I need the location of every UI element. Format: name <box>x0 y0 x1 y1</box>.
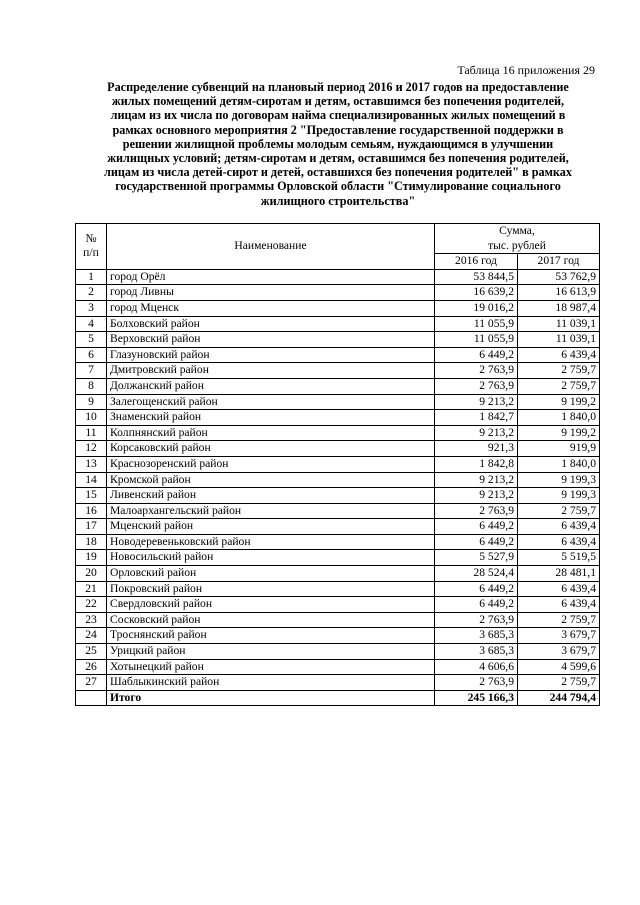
table-row <box>76 347 600 363</box>
row-number-cell: 15 <box>76 488 107 504</box>
row-name-cell: Троснянский район <box>107 628 435 644</box>
table-row <box>76 534 600 550</box>
row-2016-value-cell: 3 685,3 <box>435 628 518 644</box>
document-title <box>78 80 598 208</box>
row-2017-value-cell: 16 613,9 <box>518 285 600 301</box>
table-row <box>76 612 600 628</box>
table-body <box>76 269 600 706</box>
row-number-cell: 14 <box>76 472 107 488</box>
row-2017-value-cell: 28 481,1 <box>518 566 600 582</box>
row-number-cell: 25 <box>76 644 107 660</box>
row-2016-value-cell: 11 055,9 <box>435 332 518 348</box>
row-name-cell: Краснозоренский район <box>107 456 435 472</box>
table-row <box>76 659 600 675</box>
row-2017-value-cell: 1 840,0 <box>518 410 600 426</box>
row-number-cell: 6 <box>76 347 107 363</box>
table-row <box>76 597 600 613</box>
row-number-cell: 4 <box>76 316 107 332</box>
row-2016-value-cell: 2 763,9 <box>435 612 518 628</box>
table-row <box>76 269 600 285</box>
row-number-cell: 16 <box>76 503 107 519</box>
table-row <box>76 488 600 504</box>
row-2016-value-cell: 9 213,2 <box>435 394 518 410</box>
table-row <box>76 378 600 394</box>
row-2017-value-cell: 9 199,2 <box>518 394 600 410</box>
table-row <box>76 628 600 644</box>
row-name-cell: Ливенский район <box>107 488 435 504</box>
row-2017-value-cell: 2 759,7 <box>518 503 600 519</box>
row-name-cell: Покровский район <box>107 581 435 597</box>
row-number-cell: 7 <box>76 363 107 379</box>
row-2017-value-cell: 1 840,0 <box>518 456 600 472</box>
row-name-cell: Новодеревеньковский район <box>107 534 435 550</box>
column-header-number-line2: п/п <box>83 246 99 260</box>
row-2017-value-cell: 2 759,7 <box>518 675 600 691</box>
row-2017-value-cell: 919,9 <box>518 441 600 457</box>
row-2016-value-cell: 16 639,2 <box>435 285 518 301</box>
row-name-cell: Шаблыкинский район <box>107 675 435 691</box>
title-line: рамках основного мероприятия 2 "Предоставление государственной поддержки в <box>112 122 564 137</box>
row-2016-value-cell: 2 763,9 <box>435 675 518 691</box>
row-number-cell: 12 <box>76 441 107 457</box>
row-name-cell: Болховский район <box>107 316 435 332</box>
total-number-cell <box>76 690 107 706</box>
row-2016-value-cell: 5 527,9 <box>435 550 518 566</box>
row-name-cell: Свердловский район <box>107 597 435 613</box>
row-2017-value-cell: 4 599,6 <box>518 659 600 675</box>
row-name-cell: Орловский район <box>107 566 435 582</box>
row-name-cell: Должанский район <box>107 378 435 394</box>
row-number-cell: 23 <box>76 612 107 628</box>
row-name-cell: Сосковский район <box>107 612 435 628</box>
title-line: лицам из их числа по договорам найма специализированных жилых помещений в <box>110 108 566 123</box>
table-row <box>76 519 600 535</box>
row-2016-value-cell: 6 449,2 <box>435 534 518 550</box>
row-2017-value-cell: 11 039,1 <box>518 316 600 332</box>
row-name-cell: Знаменский район <box>107 410 435 426</box>
row-number-cell: 11 <box>76 425 107 441</box>
table-row <box>76 285 600 301</box>
column-header-2017: 2017 год <box>518 254 600 270</box>
row-2017-value-cell: 2 759,7 <box>518 378 600 394</box>
row-2016-value-cell: 9 213,2 <box>435 425 518 441</box>
row-2017-value-cell: 2 759,7 <box>518 612 600 628</box>
total-2016-value-cell: 245 166,3 <box>435 690 518 706</box>
table-reference: Таблица 16 приложения 29 <box>457 63 595 77</box>
row-2017-value-cell: 18 987,4 <box>518 300 600 316</box>
row-2016-value-cell: 6 449,2 <box>435 519 518 535</box>
title-line: Распределение субвенций на плановый период 2016 и 2017 годов на предоставление <box>107 80 569 94</box>
column-header-sum-line2: тыс. рублей <box>488 238 546 252</box>
row-2016-value-cell: 2 763,9 <box>435 503 518 519</box>
subsidy-table <box>75 223 600 706</box>
row-number-cell: 10 <box>76 410 107 426</box>
title-line: жилищного строительства" <box>260 193 416 208</box>
row-2017-value-cell: 5 519,5 <box>518 550 600 566</box>
row-name-cell: Урицкий район <box>107 644 435 660</box>
total-2017-value-cell: 244 794,4 <box>518 690 600 706</box>
row-2016-value-cell: 19 016,2 <box>435 300 518 316</box>
row-name-cell: город Ливны <box>107 285 435 301</box>
table-row <box>76 456 600 472</box>
row-2017-value-cell: 9 199,3 <box>518 488 600 504</box>
row-2017-value-cell: 3 679,7 <box>518 644 600 660</box>
title-line: государственной программы Орловской области "Стимулирование социального <box>115 179 561 194</box>
table-row <box>76 316 600 332</box>
table-row <box>76 394 600 410</box>
row-name-cell: город Мценск <box>107 300 435 316</box>
table-row <box>76 675 600 691</box>
row-2016-value-cell: 9 213,2 <box>435 472 518 488</box>
row-name-cell: Глазуновский район <box>107 347 435 363</box>
total-row <box>76 690 600 706</box>
row-name-cell: Малоархангельский район <box>107 503 435 519</box>
row-name-cell: Залегощенский район <box>107 394 435 410</box>
row-number-cell: 24 <box>76 628 107 644</box>
row-name-cell: Хотынецкий район <box>107 659 435 675</box>
row-number-cell: 21 <box>76 581 107 597</box>
table-row <box>76 550 600 566</box>
column-header-sum-line1: Сумма, <box>499 224 535 237</box>
column-header-number-line1: № <box>85 231 97 245</box>
row-2016-value-cell: 11 055,9 <box>435 316 518 332</box>
row-2017-value-cell: 3 679,7 <box>518 628 600 644</box>
row-number-cell: 1 <box>76 269 107 285</box>
row-2016-value-cell: 9 213,2 <box>435 488 518 504</box>
row-number-cell: 22 <box>76 597 107 613</box>
row-name-cell: Новосильский район <box>107 550 435 566</box>
table-row <box>76 300 600 316</box>
row-number-cell: 20 <box>76 566 107 582</box>
row-2017-value-cell: 9 199,2 <box>518 425 600 441</box>
table-row <box>76 472 600 488</box>
row-name-cell: Корсаковский район <box>107 441 435 457</box>
row-2016-value-cell: 921,3 <box>435 441 518 457</box>
row-2016-value-cell: 4 606,6 <box>435 659 518 675</box>
row-2017-value-cell: 6 439,4 <box>518 347 600 363</box>
table-row <box>76 332 600 348</box>
row-number-cell: 5 <box>76 332 107 348</box>
row-number-cell: 3 <box>76 300 107 316</box>
row-2016-value-cell: 1 842,7 <box>435 410 518 426</box>
row-2016-value-cell: 6 449,2 <box>435 347 518 363</box>
row-2016-value-cell: 6 449,2 <box>435 581 518 597</box>
table-row <box>76 644 600 660</box>
table-row <box>76 581 600 597</box>
row-number-cell: 9 <box>76 394 107 410</box>
column-header-2016: 2016 год <box>435 254 518 270</box>
title-line: жилых помещений детям-сиротам и детям, оставшимся без попечения родителей, <box>111 94 565 109</box>
row-2016-value-cell: 1 842,8 <box>435 456 518 472</box>
row-2016-value-cell: 28 524,4 <box>435 566 518 582</box>
row-2016-value-cell: 53 844,5 <box>435 269 518 285</box>
row-2017-value-cell: 53 762,9 <box>518 269 600 285</box>
row-name-cell: Верховский район <box>107 332 435 348</box>
row-number-cell: 27 <box>76 675 107 691</box>
row-2017-value-cell: 6 439,4 <box>518 534 600 550</box>
table-row <box>76 503 600 519</box>
row-2017-value-cell: 11 039,1 <box>518 332 600 348</box>
table-row <box>76 410 600 426</box>
row-number-cell: 13 <box>76 456 107 472</box>
row-2017-value-cell: 9 199,3 <box>518 472 600 488</box>
row-2016-value-cell: 3 685,3 <box>435 644 518 660</box>
row-number-cell: 19 <box>76 550 107 566</box>
row-2016-value-cell: 2 763,9 <box>435 378 518 394</box>
row-name-cell: Колпнянский район <box>107 425 435 441</box>
table-row <box>76 566 600 582</box>
title-line: жилищных условий; детям-сиротам и детям, оставшимся без попечения родителей, <box>107 151 569 166</box>
table-row <box>76 441 600 457</box>
row-2017-value-cell: 6 439,4 <box>518 581 600 597</box>
table-row <box>76 363 600 379</box>
total-label-cell: Итого <box>107 690 435 706</box>
row-2017-value-cell: 6 439,4 <box>518 597 600 613</box>
column-header-name: Наименование <box>107 224 435 270</box>
row-number-cell: 2 <box>76 285 107 301</box>
column-header-sum <box>435 224 600 254</box>
row-name-cell: Мценский район <box>107 519 435 535</box>
row-2017-value-cell: 2 759,7 <box>518 363 600 379</box>
title-line: лицам из числа детей-сирот и детей, оставшихся без попечения родителей" в рамках <box>104 165 572 180</box>
row-name-cell: Кромской район <box>107 472 435 488</box>
row-number-cell: 17 <box>76 519 107 535</box>
row-name-cell: город Орёл <box>107 269 435 285</box>
row-2017-value-cell: 6 439,4 <box>518 519 600 535</box>
column-header-number <box>76 224 107 270</box>
row-number-cell: 8 <box>76 378 107 394</box>
title-line: решении жилищной проблемы молодым семьям, нуждающимся в улучшении <box>122 136 554 151</box>
row-number-cell: 26 <box>76 659 107 675</box>
row-2016-value-cell: 6 449,2 <box>435 597 518 613</box>
row-name-cell: Дмитровский район <box>107 363 435 379</box>
row-number-cell: 18 <box>76 534 107 550</box>
row-2016-value-cell: 2 763,9 <box>435 363 518 379</box>
table-row <box>76 425 600 441</box>
